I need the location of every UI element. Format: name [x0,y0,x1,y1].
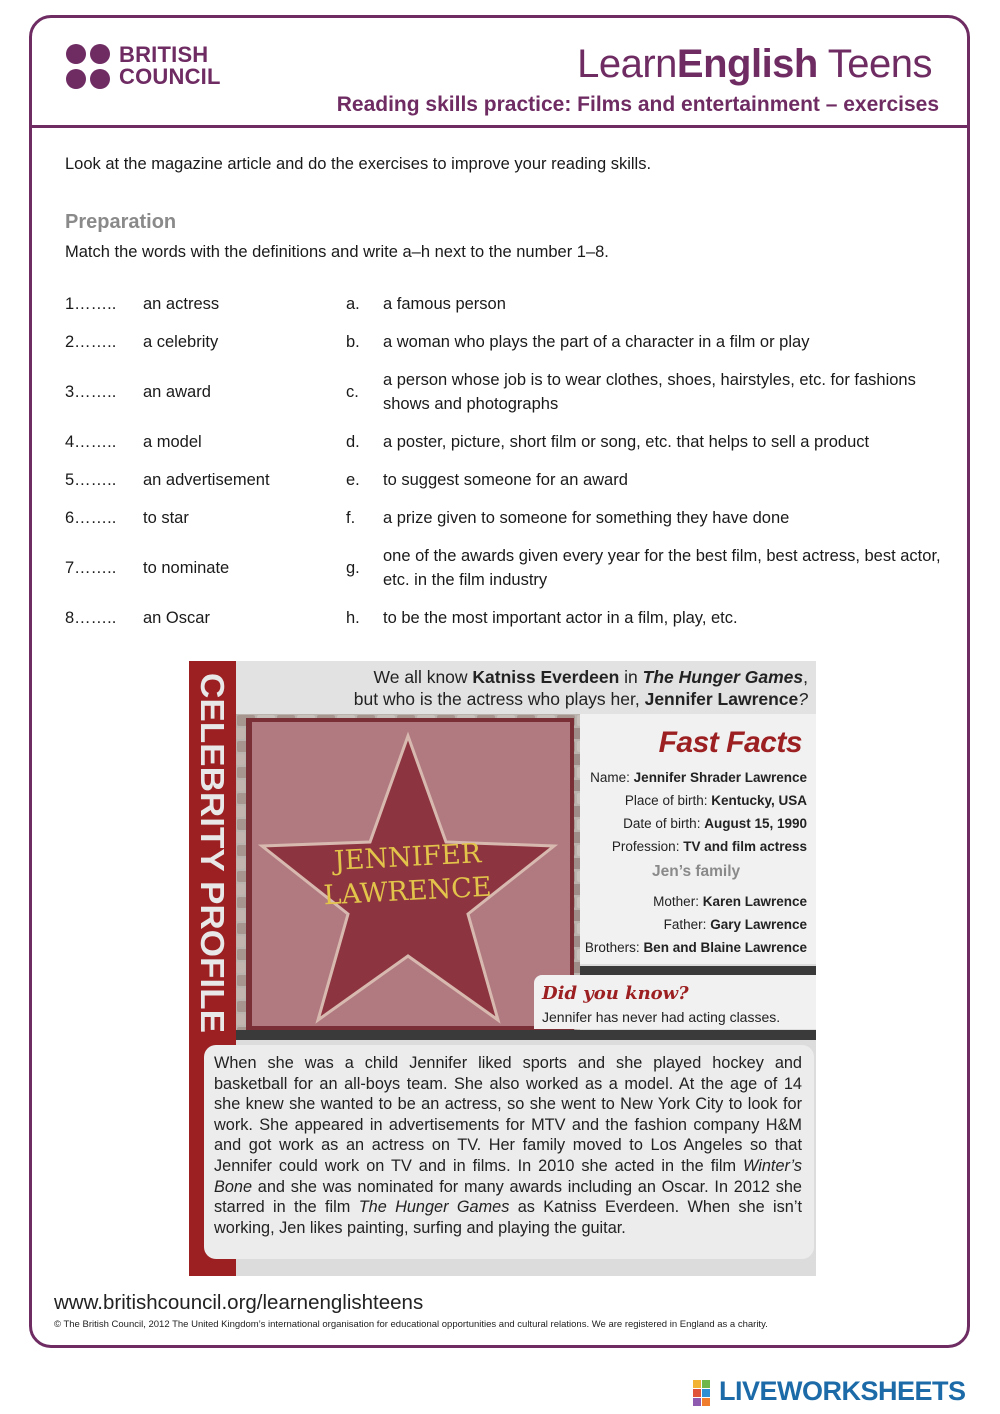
worksheet-title: Reading skills practice: Films and entertainment – exercises [336,93,939,116]
match-word: an actress [143,295,220,313]
match-row [65,290,945,318]
definition-letter: g. [346,559,360,577]
brand-learn: Learn [577,42,677,86]
answer-blank[interactable]: 6…….. [65,509,117,527]
org-line-1: BRITISH [119,42,209,67]
divider-bar [236,1030,816,1040]
fact-brothers [585,940,807,955]
story-text: When she was a child Jennifer liked sports and she played hockey and basketball for an all-boys team. She also worked as a model. At the age of 14 she knew she wanted to be an actress, so she went to New York City to look for work. She appeared in advertisements for MTV and the fashion company H&M and got work as an actress on TV. Her family moved to Los Angeles so that Jennifer could work on TV and in films. In 2010 she acted in the film [214,1054,802,1175]
watermark-square-icon [702,1380,710,1388]
match-word: an Oscar [143,609,210,627]
fast-facts-title: Fast Facts [658,726,802,759]
match-row [65,542,945,594]
story-text: as Katniss Everdeen. When she isn’t working, Jen likes painting, surfing and playing the guitar. [214,1198,802,1237]
match-word: an award [143,383,211,401]
match-row [65,328,945,356]
side-banner-label [193,669,233,1039]
match-word: a model [143,433,202,451]
fact-label: Brothers: [584,940,644,955]
article-intro [236,661,816,714]
watermark-square-icon [693,1389,701,1397]
side-banner-text: CELEBRITY PROFILE [194,673,231,1012]
match-row [65,604,945,632]
logo-dot [66,44,86,64]
fact-label: Mother: [653,894,703,909]
fact-label: Father: [663,917,711,932]
intro-text-part: We all know [373,667,473,687]
definition-text: a famous person [383,295,506,313]
did-you-know-heading: Did you know? [542,983,689,1004]
walk-of-fame-star-photo [236,714,580,1034]
definition-letter: f. [346,509,356,527]
watermark-square-icon [702,1398,710,1406]
intro-text-part: in [619,667,643,687]
intro-line-1 [236,666,808,688]
fact-label: Place of birth: [624,793,712,808]
learnenglish-teens-logo [577,42,932,87]
answer-blank[interactable]: 2…….. [65,333,117,351]
watermark-square-icon [693,1398,701,1406]
article-body [204,1045,814,1259]
fact-name [590,770,807,785]
definition-letter: d. [346,433,360,451]
watermark-square-icon [693,1380,701,1388]
intro-text-part: , [803,667,808,687]
intro-text-part: but who is the actress who plays her, [353,689,645,709]
intro-line-2 [236,688,808,710]
definition-text: a prize given to someone for something they have done [383,509,790,527]
definition-letter: c. [346,383,359,401]
answer-blank[interactable]: 8…….. [65,609,117,627]
story-film-title: Winter’s Bone [214,1156,802,1196]
fact-value: Ben and Blaine Lawrence [643,940,807,955]
answer-blank[interactable]: 3…….. [65,383,117,401]
preparation-instruction: Match the words with the definitions and write a–h next to the number 1–8. [65,243,609,261]
story-text: and she was nominated for many awards including an Oscar. In 2012 she starred in the film [214,1177,802,1217]
definition-letter: e. [346,471,360,489]
definition-text: one of the awards given every year for the best film, best actress, best actor, etc. in the film industry [383,547,941,589]
fact-value: August 15, 1990 [704,816,807,831]
definition-text: to be the most important actor in a film, play, etc. [383,609,738,627]
match-word: an advertisement [143,471,270,489]
match-row [65,466,945,494]
fact-value: Kentucky, USA [711,793,807,808]
star-graphic [236,714,580,1034]
match-row [65,504,945,532]
definition-letter: a. [346,295,360,313]
fact-label: Date of birth: [623,816,705,831]
answer-blank[interactable]: 7…….. [65,559,117,577]
fact-value: Jennifer Shrader Lawrence [633,770,807,785]
definition-text: a woman who plays the part of a character in a film or play [383,333,810,351]
intro-text-part: The Hunger Games [642,667,804,687]
fact-value: Karen Lawrence [702,894,807,909]
brand-teens: Teens [817,42,932,86]
answer-blank[interactable]: 5…….. [65,471,117,489]
british-council-dots-icon [66,44,110,90]
definition-text: to suggest someone for an award [383,471,628,489]
watermark-text: LIVEWORKSHEETS [719,1376,966,1406]
celebrity-profile-article [189,661,816,1276]
brand-english: English [676,42,818,86]
logo-dot [90,44,110,64]
footer-url: www.britishcouncil.org/learnenglishteens [54,1291,424,1314]
divider-bar [580,966,816,975]
did-you-know-box [534,975,816,1029]
definition-text: a poster, picture, short film or song, etc. that helps to sell a product [383,433,870,451]
story-film-title: The Hunger Games [358,1198,510,1217]
star-name-line-1: JENNIFER [333,838,482,877]
family-heading: Jen’s family [652,863,741,880]
footer-copyright: © The British Council, 2012 The United Kingdom’s international organisation for educational opportunities and cultural relations. We are registered in England as a charity. [54,1319,768,1330]
logo-dot [66,69,86,89]
answer-blank[interactable]: 1…….. [65,295,117,313]
did-you-know-text: Jennifer has never had acting classes. [542,1009,781,1025]
matching-exercise [65,290,945,632]
british-council-wordmark [119,44,221,88]
match-row [65,428,945,456]
fact-date-of-birth [623,816,807,831]
match-word: to nominate [143,559,230,577]
match-row [65,366,945,418]
intro-text-part: Katniss Everdeen [472,667,620,687]
logo-dot [90,69,110,89]
match-word: a celebrity [143,333,219,351]
fact-father [664,917,807,932]
star-name-line-2: LAWRENCE [322,871,493,912]
definition-text: a person whose job is to wear clothes, shoes, hairstyles, etc. for fashions shows and photographs [383,371,916,413]
header-divider [29,125,970,128]
answer-blank[interactable]: 4…….. [65,433,117,451]
fact-label: Profession: [611,839,684,854]
fast-facts-box [580,714,816,964]
intro-text: Look at the magazine article and do the exercises to improve your reading skills. [65,155,652,173]
fact-mother [653,894,807,909]
definition-letter: h. [346,609,360,627]
british-council-logo [66,44,246,96]
fact-value: Gary Lawrence [710,917,807,932]
intro-text-part: Jennifer Lawrence [644,689,799,709]
definition-letter: b. [346,333,360,351]
fact-place-of-birth [625,793,807,808]
fact-value: TV and film actress [683,839,807,854]
org-line-2: COUNCIL [119,64,221,89]
liveworksheets-watermark [693,1376,993,1406]
intro-text-part: ? [798,689,808,709]
fact-profession [612,839,807,854]
watermark-square-icon [702,1389,710,1397]
match-word: to star [143,509,189,527]
fact-label: Name: [590,770,634,785]
preparation-heading: Preparation [65,211,177,233]
